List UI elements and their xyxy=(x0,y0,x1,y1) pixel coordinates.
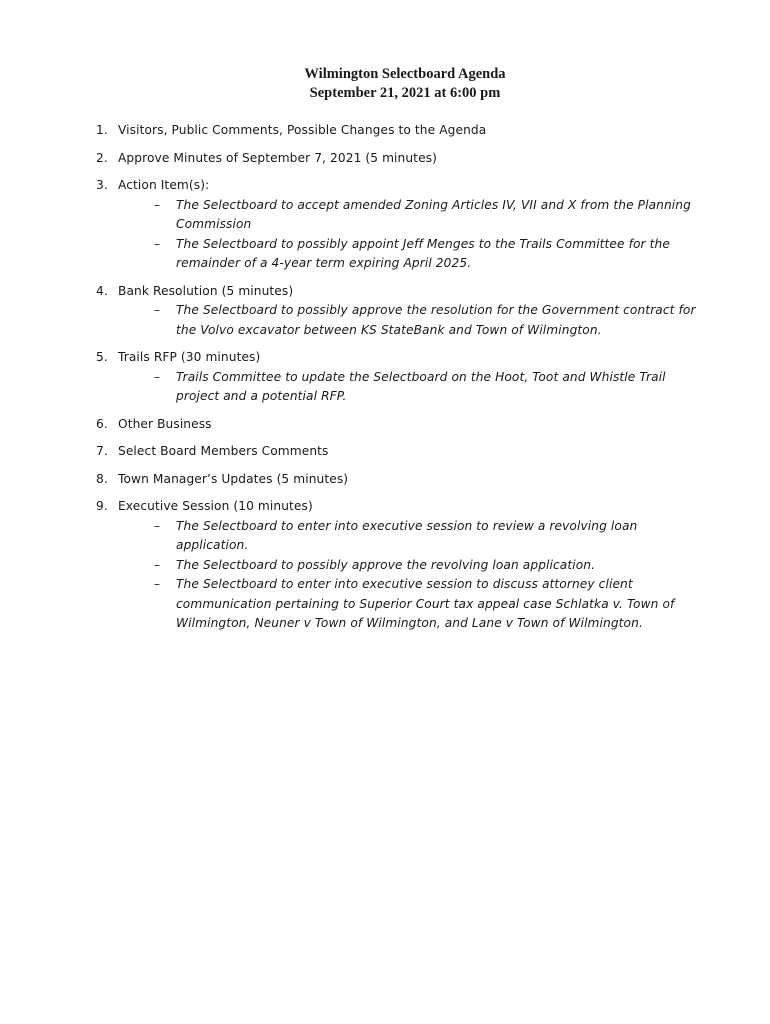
agenda-subitem-text: The Selectboard to possibly appoint Jeff Menges to the Trails Committee for the remainder of a 4-year term expiring April 2025. xyxy=(176,236,670,270)
dash-bullet-icon: – xyxy=(154,236,161,251)
dash-bullet-icon: – xyxy=(154,557,161,572)
agenda-item-text: Bank Resolution (5 minutes) xyxy=(118,283,294,298)
dash-bullet-icon: – xyxy=(154,303,161,317)
agenda-item xyxy=(96,149,726,169)
agenda-date: September 21, 2021 at 6:00 pm xyxy=(309,85,501,101)
agenda-item-number: 2. xyxy=(96,150,108,165)
agenda-title: Wilmington Selectboard Agenda xyxy=(304,66,506,82)
agenda-item-text: Town Manager’s Updates (5 minutes) xyxy=(118,471,349,486)
agenda-subitem-text: Trails Committee to update the Selectboard on the Hoot, Toot and Whistle Trail project and a potential RFP. xyxy=(176,369,666,403)
agenda-subitem xyxy=(118,301,710,340)
agenda-item xyxy=(96,348,726,407)
agenda-item-number: 1. xyxy=(96,123,108,137)
agenda-item xyxy=(96,282,726,341)
agenda-item-text: Trails RFP (30 minutes) xyxy=(118,350,261,364)
agenda-item-text: Action Item(s): xyxy=(118,178,210,192)
agenda-subitem xyxy=(118,196,710,235)
agenda-item-number: 3. xyxy=(96,178,108,192)
agenda-subitem xyxy=(118,368,710,407)
agenda-subitem xyxy=(118,517,710,556)
agenda-item xyxy=(96,497,726,634)
agenda-item-number: 5. xyxy=(96,350,108,364)
agenda-item-number: 6. xyxy=(96,416,108,431)
dash-bullet-icon: – xyxy=(154,369,161,384)
dash-bullet-icon: – xyxy=(154,577,161,591)
agenda-item-number: 7. xyxy=(96,444,108,458)
agenda-item-text: Select Board Members Comments xyxy=(118,444,329,458)
agenda-subitems xyxy=(118,301,726,340)
agenda-subitem-text: The Selectboard to possibly approve the resolution for the Government contract for the Volvo excavator between KS StateBank and Town of Wilmington. xyxy=(176,303,696,337)
agenda-item xyxy=(96,442,726,462)
agenda-subitem-text: The Selectboard to possibly approve the revolving loan application. xyxy=(176,557,596,572)
agenda-item-text: Other Business xyxy=(118,416,212,431)
agenda-item-number: 9. xyxy=(96,499,108,513)
agenda-item-text: Visitors, Public Comments, Possible Changes to the Agenda xyxy=(118,123,487,137)
agenda-subitem xyxy=(118,556,710,576)
agenda-item xyxy=(96,470,726,490)
agenda-item xyxy=(96,176,726,274)
agenda-subitems xyxy=(118,196,726,274)
agenda-item-number: 4. xyxy=(96,283,108,298)
agenda-subitem-text: The Selectboard to accept amended Zoning Articles IV, VII and X from the Planning Commission xyxy=(176,197,691,231)
agenda-item xyxy=(96,121,726,141)
agenda-item-text: Executive Session (10 minutes) xyxy=(118,499,313,513)
agenda-list xyxy=(96,121,726,642)
agenda-subitems xyxy=(118,368,726,407)
agenda-subitem-text: The Selectboard to enter into executive session to discuss attorney client communication pertaining to Superior Court tax appeal case Schlatka v. Town of Wilmington, Neuner v Town of Wilmington, and Lane v Town of Wilmington. xyxy=(176,577,675,630)
agenda-item-text: Approve Minutes of September 7, 2021 (5 minutes) xyxy=(118,150,437,165)
agenda-header xyxy=(0,65,770,103)
agenda-subitem xyxy=(118,235,710,274)
dash-bullet-icon: – xyxy=(154,197,161,212)
agenda-subitem-text: The Selectboard to enter into executive session to review a revolving loan application. xyxy=(176,518,638,552)
dash-bullet-icon: – xyxy=(154,518,161,533)
agenda-item-number: 8. xyxy=(96,471,108,486)
agenda-subitems xyxy=(118,517,726,634)
agenda-subitem xyxy=(118,575,710,634)
agenda-item xyxy=(96,415,726,435)
